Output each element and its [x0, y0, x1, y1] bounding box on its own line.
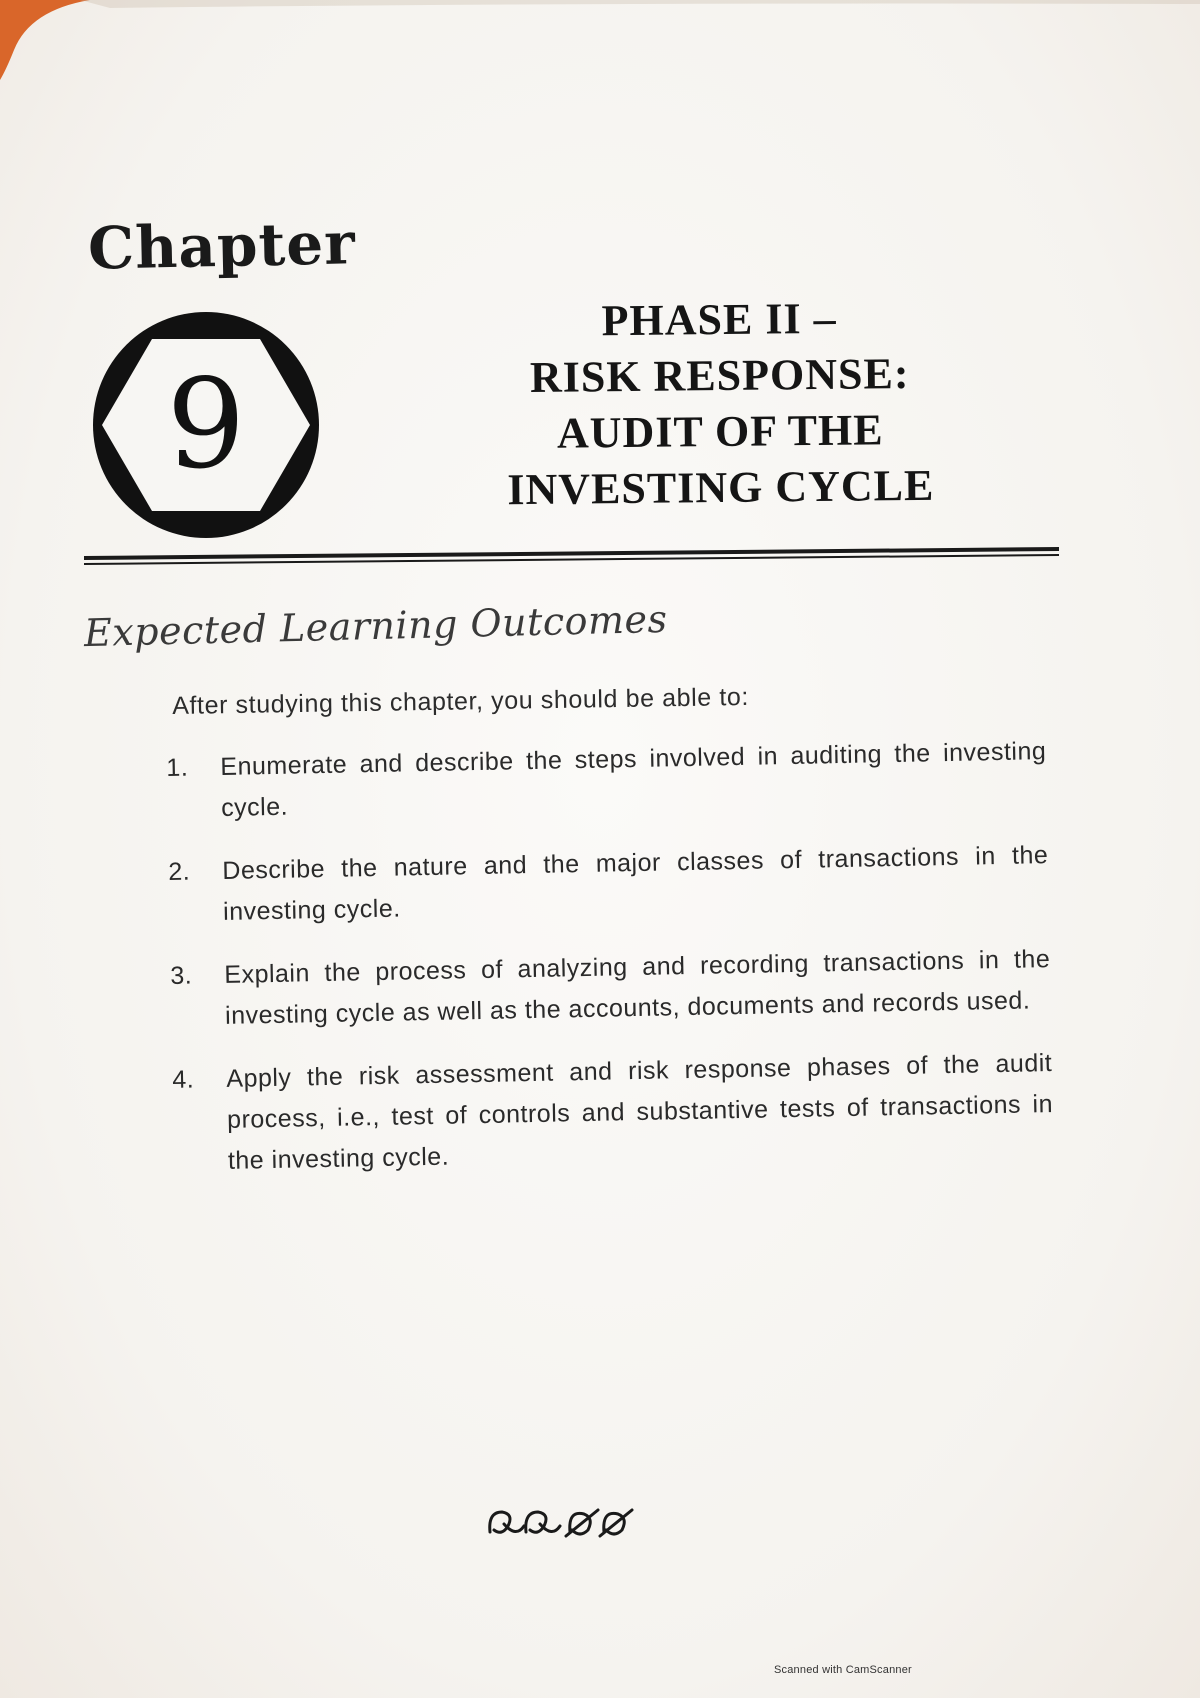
list-item — [168, 835, 1049, 934]
title-divider — [84, 547, 1059, 569]
list-item-number: 3. — [170, 961, 193, 990]
chapter-title-line: INVESTING CYCLE — [507, 460, 935, 515]
chapter-title-line: AUDIT OF THE — [556, 405, 884, 458]
list-item-text: Enumerate and describe the steps involved in auditing the investing cycle. — [220, 737, 1047, 822]
list-item-number: 1. — [166, 753, 189, 782]
list-item-number: 2. — [168, 857, 191, 886]
list-item-number: 4. — [172, 1065, 195, 1094]
list-item-text: Explain the process of analyzing and recording transactions in the investing cycle as well as the accounts, documents and records used. — [224, 945, 1051, 1030]
chapter-title-line: PHASE II – — [601, 293, 837, 346]
decorative-flourish-icon — [480, 1496, 640, 1546]
chapter-label: Chapter — [87, 209, 357, 283]
list-item-text: Apply the risk assessment and risk response phases of the audit process, i.e., test of controls and substantive tests of transactions in the investing cycle. — [226, 1049, 1054, 1175]
intro-text: After studying this chapter, you should be able to: — [172, 682, 750, 720]
chapter-number: 9 — [166, 353, 246, 497]
outcomes-list — [166, 731, 1055, 1205]
chapter-title-line: RISK RESPONSE: — [529, 349, 910, 402]
list-item-text: Describe the nature and the major classes of transactions in the investing cycle. — [222, 841, 1049, 926]
list-item — [166, 731, 1047, 830]
list-item — [172, 1043, 1054, 1183]
section-heading: Expected Learning Outcomes — [83, 596, 669, 656]
list-item — [170, 939, 1051, 1038]
chapter-title — [439, 289, 1001, 519]
scanner-watermark: Scanned with CamScanner — [774, 1664, 912, 1676]
